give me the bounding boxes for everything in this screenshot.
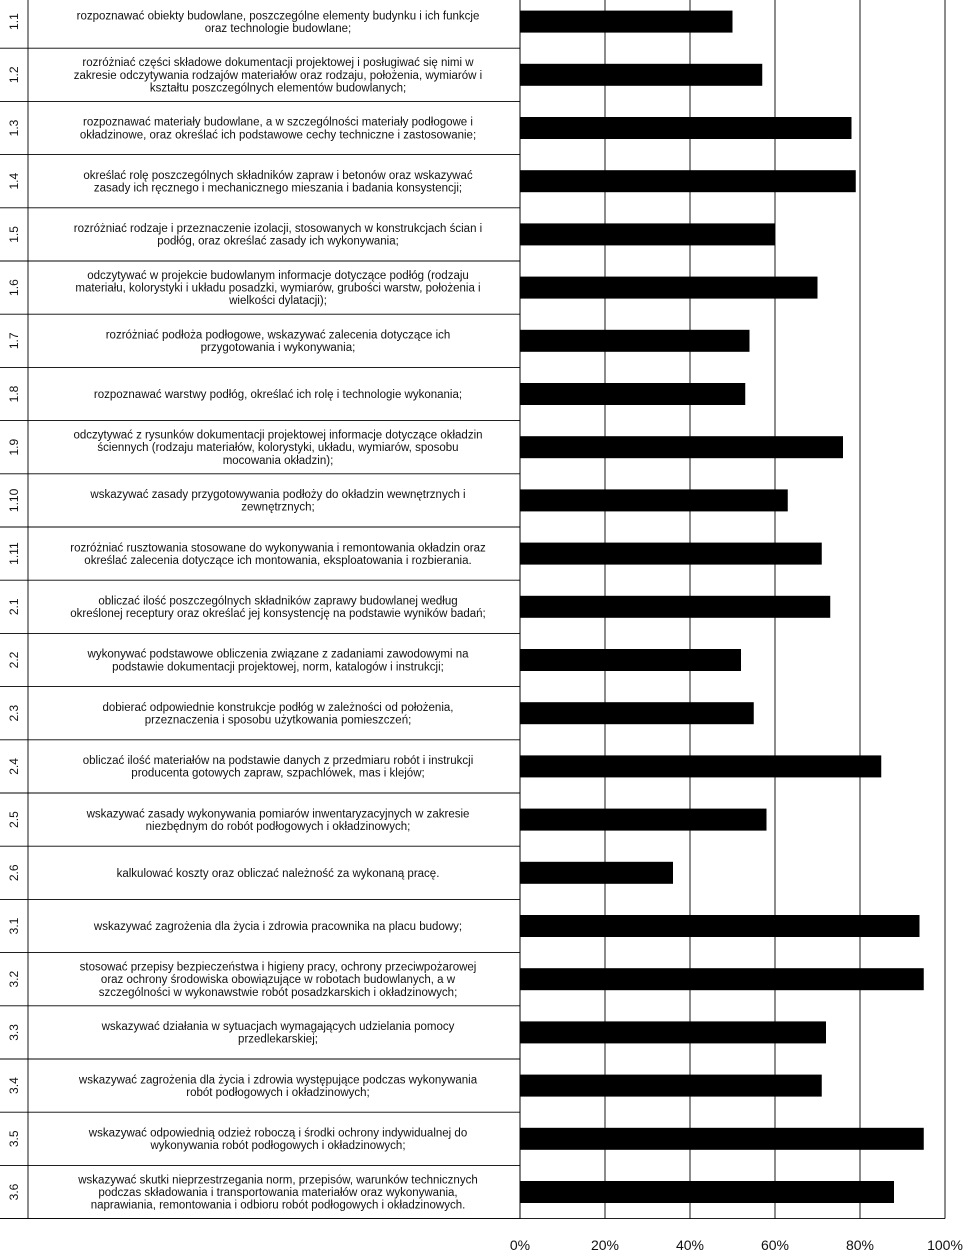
x-tick-label: 40% [675, 1237, 705, 1253]
category-label: wykonywać podstawowe obliczenia związane z zadaniami zawodowymi na [87, 648, 469, 661]
bar [520, 702, 754, 724]
category-code: 1.1 [7, 13, 21, 30]
bar [520, 277, 818, 299]
category-label: wskazywać skutki nieprzestrzegania norm, przepisów, warunków technicznych [78, 1174, 478, 1187]
category-code: 1.4 [7, 172, 21, 190]
category-label: podłóg, oraz określać zasady ich wykonywania; [157, 235, 399, 248]
category-label: oraz technologie budowlane; [204, 22, 352, 35]
category-code: 3.4 [7, 1077, 21, 1094]
category-label: rozpoznawać warstwy podłóg, określać ich rolę i technologie wykonania; [93, 389, 463, 401]
category-code: 1.6 [7, 279, 21, 296]
category-label: kształtu poszczególnych elementów budowlanych; [149, 82, 407, 95]
bar [520, 1128, 924, 1150]
x-axis-ticks [510, 1237, 963, 1253]
category-label: wykonywania robót podłogowych i okładzinowych; [150, 1140, 406, 1153]
category-label: wskazywać działania w sytuacjach wymagających udzielania pomocy [101, 1021, 455, 1034]
category-label: materiału, kolorystyki i układu posadzki, wymiarów, grubości warstw, położenia i [75, 282, 481, 295]
category-code: 1.5 [7, 226, 21, 243]
category-label: wskazywać zasady wykonywania pomiarów inwentaryzacyjnych w zakresie [86, 808, 470, 821]
category-code: 2.4 [7, 758, 21, 775]
category-label: podczas składowania i transportowania materiałów oraz wykonywania, [98, 1187, 458, 1199]
category-code: 1.10 [7, 488, 21, 513]
category-code: 3.3 [7, 1024, 21, 1041]
category-label: określać rolę poszczególnych składników zapraw i betonów oraz wskazywać [83, 169, 473, 182]
category-label: zewnętrznych; [241, 501, 315, 514]
category-label: wskazywać zagrożenia dla życia i zdrowia występujące podczas wykonywania [78, 1074, 478, 1087]
bar [520, 1021, 826, 1043]
category-label: kalkulować koszty oraz obliczać należność za wykonaną pracę. [116, 867, 440, 880]
bar [520, 489, 788, 511]
category-label: zakresie odczytywania rodzajów materiałów oraz rodzaju, położenia, wymiarów i [73, 69, 483, 82]
x-tick-label: 20% [590, 1237, 620, 1253]
bars [520, 11, 924, 1203]
category-label: rozróżniać rusztowania stosowane do wykonywania i remontowania okładzin oraz [70, 542, 486, 555]
category-code: 3.1 [7, 917, 21, 935]
bar [520, 649, 741, 671]
bar [520, 330, 750, 352]
category-label: rozpoznawać obiekty budowlane, poszczególne elementy budynku i ich funkcje [76, 10, 480, 23]
bar [520, 809, 767, 831]
category-label: ściennych (rodzaju materiałów, kolorystyki, układu, wymiarów, sposobu [97, 442, 459, 455]
category-label: wskazywać odpowiednią odzież roboczą i środki ochrony indywidualnej do [88, 1127, 468, 1140]
category-label: mocowania okładzin); [222, 454, 334, 467]
category-label: producenta gotowych zapraw, szpachlówek, mas i klejów; [131, 767, 425, 780]
bar [520, 383, 745, 405]
category-label: niezbędnym do robót podłogowych i okładzinowych; [145, 820, 411, 833]
category-code: 3.6 [7, 1183, 21, 1201]
category-code: 2.2 [7, 651, 21, 669]
bar [520, 117, 852, 139]
bar [520, 1075, 822, 1097]
category-label: przygotowania i wykonywania; [200, 342, 356, 355]
category-code: 1.9 [7, 438, 21, 456]
category-label: rozróżniać podłoża podłogowe, wskazywać zalecenia dotyczące ich [105, 329, 451, 342]
category-code: 3.5 [7, 1130, 21, 1148]
category-label: rozróżniać części składowe dokumentacji projektowej i posługiwać się nimi w [82, 57, 474, 70]
category-label: obliczać ilość poszczególnych składników zaprawy budowlanej według [98, 595, 458, 608]
category-label: naprawiania, remontowania i odbioru robót podłogowych i okładzinowych. [90, 1199, 466, 1212]
x-tick-label: 0% [509, 1237, 531, 1253]
category-code: 1.7 [7, 332, 21, 350]
category-label: rozpoznawać materiały budowlane, a w szczególności materiały podłogowe i [83, 116, 473, 129]
category-code: 2.3 [7, 704, 21, 722]
category-code: 1.3 [7, 119, 21, 137]
bar [520, 170, 856, 192]
category-code: 2.5 [7, 811, 21, 828]
bar [520, 968, 924, 990]
category-code: 2.1 [7, 598, 21, 616]
bar [520, 1181, 894, 1203]
category-label: określonej receptury oraz określać jej konsystencję na podstawie wyników badań; [70, 608, 486, 621]
category-label: przedlekarskiej; [238, 1033, 318, 1046]
bar [520, 64, 762, 86]
category-label: rozróżniać rodzaje i przeznaczenie izolacji, stosowanych w konstrukcjach ścian i [73, 223, 483, 236]
category-label: odczytywać z rysunków dokumentacji projektowej informacje dotyczące okładzin [73, 429, 483, 442]
x-tick-label: 80% [845, 1237, 875, 1253]
category-code: 1.11 [7, 542, 21, 565]
category-label: wielkości dylatacji); [229, 295, 327, 308]
bar [520, 755, 881, 777]
category-code: 2.6 [7, 864, 21, 882]
category-label: określać zalecenia dotyczące ich montowania, eksploatowania i rozbierania. [84, 554, 472, 567]
category-label: dobierać odpowiednie konstrukcje podłóg w zależności od położenia, [102, 701, 454, 714]
bar [520, 596, 830, 618]
bar [520, 915, 920, 937]
x-tick-label: 100% [927, 1237, 963, 1253]
category-label: stosować przepisy bezpieczeństwa i higieny pracy, ochrony przeciwpożarowej [79, 961, 477, 974]
category-label: przeznaczenia i sposobu użytkowania pomieszczeń; [144, 714, 412, 727]
category-code: 3.2 [7, 970, 21, 988]
category-code: 1.2 [7, 66, 21, 84]
category-label: wskazywać zagrożenia dla życia i zdrowia pracownika na placu budowy; [93, 921, 463, 933]
category-label: szczególności w wykonawstwie robót posadzkarskich i okładzinowych; [98, 986, 458, 999]
bar [520, 543, 822, 565]
category-label: odczytywać w projekcie budowlanym informacje dotyczące podłóg (rodzaju [87, 270, 469, 282]
bar [520, 223, 775, 245]
category-label: okładzinowe, oraz określać ich podstawowe cechy techniczne i zastosowanie; [79, 129, 477, 142]
category-label: obliczać ilość materiałów na podstawie danych z przedmiaru robót i instrukcji [82, 755, 474, 768]
category-label: oraz ochrony środowiska obowiązujące w robotach budowlanych, a w [100, 974, 456, 987]
bar [520, 436, 843, 458]
category-rows [0, 10, 520, 1218]
x-tick-label: 60% [760, 1237, 790, 1253]
bar [520, 862, 673, 884]
bar [520, 11, 733, 33]
category-code: 1.8 [7, 385, 21, 403]
category-label: podstawie dokumentacji projektowej, norm, katalogów i instrukcji; [112, 661, 444, 674]
category-label: wskazywać zasady przygotowywania podłoży do okładzin wewnętrznych i [90, 489, 466, 502]
category-label: zasady ich ręcznego i mechanicznego mieszania i badania konsystencji; [93, 182, 463, 195]
category-label: robót podłogowych i okładzinowych; [186, 1086, 370, 1099]
